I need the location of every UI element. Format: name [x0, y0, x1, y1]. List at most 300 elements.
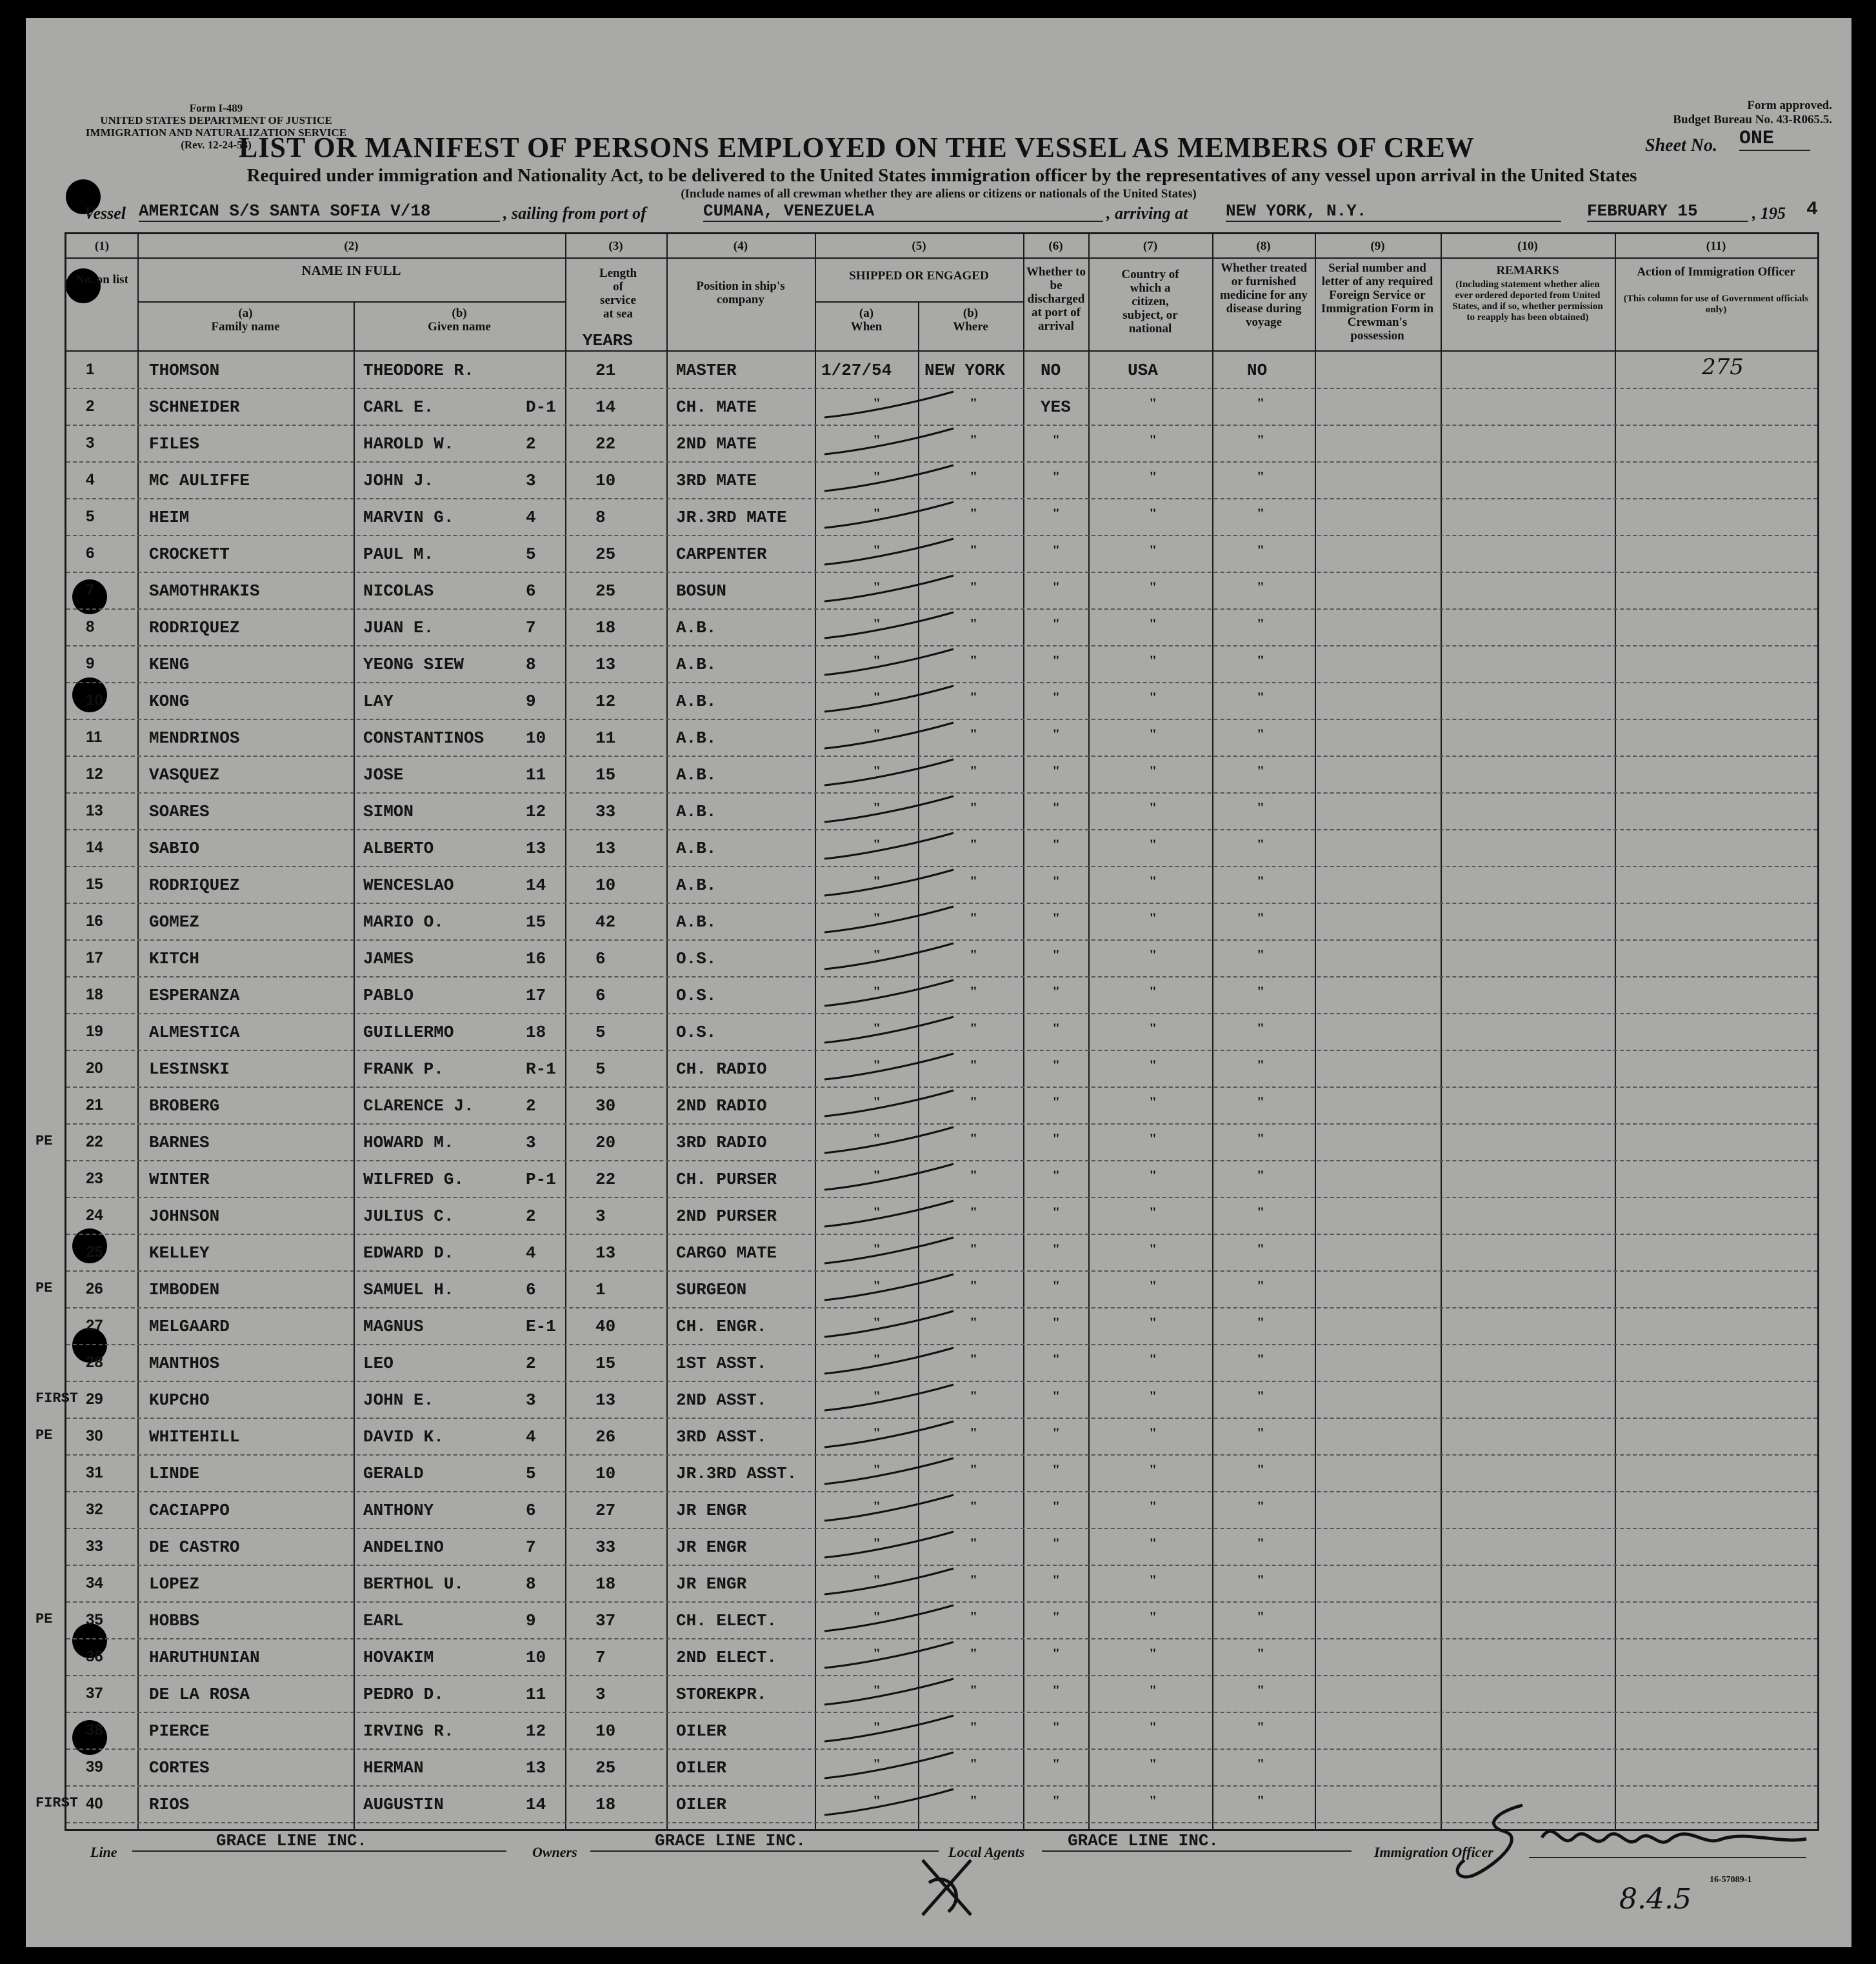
table-row: [66, 977, 1817, 1014]
ditto-when: ": [873, 1020, 881, 1036]
department-code: 13: [526, 839, 546, 858]
ditto-country: ": [1149, 395, 1157, 411]
position: 2ND RADIO: [676, 1096, 767, 1116]
row-number: 33: [86, 1538, 103, 1555]
position: A.B.: [676, 876, 717, 895]
family-name: HARUTHUNIAN: [149, 1648, 260, 1667]
department-code: D-1: [526, 397, 556, 417]
budget-bureau-number: Budget Bureau No. 43-R065.5.: [1673, 113, 1832, 126]
row-number: 32: [86, 1501, 103, 1518]
ditto-country: ": [1149, 1167, 1157, 1183]
family-name: LINDE: [149, 1464, 200, 1483]
department-code: 14: [526, 876, 546, 895]
ditto-treated: ": [1257, 873, 1265, 889]
ditto-discharged: ": [1052, 505, 1061, 521]
ditto-discharged: ": [1052, 652, 1061, 668]
given-name: AUGUSTIN: [363, 1795, 444, 1814]
col-remarks-header: REMARKS: [1496, 264, 1559, 277]
ditto-when: ": [873, 1792, 881, 1809]
ditto-when: ": [873, 763, 881, 779]
years-of-service: 6: [595, 986, 606, 1005]
side-annotation: PE: [35, 1133, 53, 1149]
ditto-treated: ": [1257, 1020, 1265, 1036]
ditto-strike-mark: [818, 756, 966, 795]
years-of-service: 13: [595, 655, 616, 674]
position: OILER: [676, 1721, 727, 1741]
ditto-strike-mark: [818, 903, 966, 942]
row-number: 4: [86, 471, 95, 488]
ditto-when: ": [873, 1094, 881, 1110]
family-name: CACIAPPO: [149, 1501, 230, 1520]
position: CH. ENGR.: [676, 1317, 767, 1336]
row-number: 1: [86, 361, 95, 378]
col-6-number: (6): [1048, 239, 1063, 253]
position: A.B.: [676, 765, 717, 785]
ditto-country: ": [1149, 1792, 1157, 1809]
ditto-where: ": [970, 689, 978, 705]
row-number: 2: [86, 397, 95, 415]
table-row: [66, 1749, 1817, 1787]
given-name: PAUL M.: [363, 545, 434, 564]
ditto-country: ": [1149, 1461, 1157, 1478]
row-number: 34: [86, 1574, 103, 1592]
row-number: 3: [86, 434, 95, 452]
table-row: [66, 1712, 1817, 1750]
arriving-at-label: , arriving at: [1106, 204, 1188, 223]
ditto-strike-mark: [818, 1528, 966, 1567]
position: JR.3RD ASST.: [676, 1464, 797, 1483]
given-name: ANTHONY: [363, 1501, 434, 1520]
years-of-service: 21: [595, 361, 616, 380]
years-of-service: 11: [595, 728, 616, 748]
ditto-when: ": [873, 1167, 881, 1183]
ditto-country: ": [1149, 1278, 1157, 1294]
ditto-where: ": [970, 1535, 978, 1551]
department-code: 2: [526, 1096, 536, 1116]
ditto-strike-mark: [818, 646, 966, 685]
table-row: [66, 756, 1817, 794]
ditto-where: ": [970, 1094, 978, 1110]
years-of-service: 15: [595, 1354, 616, 1373]
years-of-service: 12: [595, 692, 616, 711]
ditto-discharged: ": [1052, 1204, 1061, 1220]
ditto-discharged: ": [1052, 1351, 1061, 1367]
row-number: 35: [86, 1611, 103, 1628]
ditto-discharged: ": [1052, 1130, 1061, 1147]
sheet-number-label: Sheet No.: [1645, 135, 1717, 155]
immigration-officer-signature: [1445, 1799, 1832, 1896]
ditto-where: ": [970, 1756, 978, 1772]
family-name: KONG: [149, 692, 190, 711]
ditto-country: ": [1149, 1204, 1157, 1220]
year-prefix: , 195: [1752, 204, 1786, 223]
family-name: ESPERANZA: [149, 986, 240, 1005]
col-3-number: (3): [608, 239, 623, 253]
ditto-country: ": [1149, 505, 1157, 521]
ditto-country: ": [1149, 1351, 1157, 1367]
ditto-when: ": [873, 1204, 881, 1220]
col-length-service-header: Length of service at sea: [599, 266, 637, 321]
ditto-when: ": [873, 1057, 881, 1073]
department-code: 15: [526, 912, 546, 932]
ditto-when: ": [873, 468, 881, 485]
department-code: 4: [526, 1243, 536, 1263]
ditto-treated: ": [1257, 1130, 1265, 1147]
family-name: MC AULIFFE: [149, 471, 250, 490]
col-9-number: (9): [1370, 239, 1385, 253]
given-name: LAY: [363, 692, 394, 711]
given-name: JOSE: [363, 765, 404, 785]
ditto-where: ": [970, 1020, 978, 1036]
given-name: YEONG SIEW: [363, 655, 464, 674]
department-code: 10: [526, 728, 546, 748]
table-row: [66, 940, 1817, 977]
ditto-country: ": [1149, 542, 1157, 558]
given-name: FRANK P.: [363, 1059, 444, 1079]
line-label: Line: [90, 1844, 117, 1860]
row-number: 25: [86, 1243, 103, 1261]
treated-value: NO: [1247, 361, 1268, 380]
position: A.B.: [676, 728, 717, 748]
family-name: SAMOTHRAKIS: [149, 581, 260, 601]
ditto-where: ": [970, 395, 978, 411]
given-name: GERALD: [363, 1464, 424, 1483]
shipped-where: NEW YORK: [924, 361, 1005, 380]
col-family-name-header: (a) Family name: [211, 306, 280, 334]
ditto-where: ": [970, 1388, 978, 1404]
position: 2ND PURSER: [676, 1207, 777, 1226]
family-name: SOARES: [149, 802, 210, 821]
given-name: THEODORE R.: [363, 361, 474, 380]
position: CH. PURSER: [676, 1170, 777, 1189]
col-10-number: (10): [1517, 239, 1538, 253]
ditto-discharged: ": [1052, 1425, 1061, 1441]
ditto-treated: ": [1257, 947, 1265, 963]
crew-rows: [35, 352, 1817, 1829]
department-code: 11: [526, 765, 546, 785]
years-of-service: 13: [595, 1390, 616, 1410]
position: JR.3RD MATE: [676, 508, 787, 527]
ditto-treated: ": [1257, 1388, 1265, 1404]
table-row: [66, 1639, 1817, 1676]
ditto-strike-mark: [818, 1565, 966, 1604]
row-number: 20: [86, 1059, 103, 1077]
ditto-where: ": [970, 1130, 978, 1147]
row-number: 23: [86, 1170, 103, 1187]
department-name: UNITED STATES DEPARTMENT OF JUSTICE: [100, 114, 332, 126]
ditto-strike-mark: [818, 719, 966, 758]
family-name: MELGAARD: [149, 1317, 230, 1336]
row-number: 10: [86, 692, 103, 709]
ditto-treated: ": [1257, 1425, 1265, 1441]
ditto-discharged: ": [1052, 1057, 1061, 1073]
family-name: LESINSKI: [149, 1059, 230, 1079]
department-code: 4: [526, 1427, 536, 1447]
ditto-strike-mark: [818, 1014, 966, 1052]
given-name: ALBERTO: [363, 839, 434, 858]
ditto-treated: ": [1257, 1204, 1265, 1220]
ditto-treated: ": [1257, 1498, 1265, 1514]
col-1-number: (1): [94, 239, 110, 253]
given-name: BERTHOL U.: [363, 1574, 464, 1594]
row-number: 22: [86, 1133, 103, 1150]
table-row: [66, 536, 1817, 573]
department-code: 2: [526, 434, 536, 454]
family-name: VASQUEZ: [149, 765, 220, 785]
ditto-when: ": [873, 799, 881, 816]
ditto-country: ": [1149, 983, 1157, 999]
ditto-where: ": [970, 1204, 978, 1220]
row-number: 6: [86, 545, 95, 562]
discharged-value: YES: [1041, 397, 1071, 417]
position: 2ND ELECT.: [676, 1648, 777, 1667]
years-of-service: 5: [595, 1023, 606, 1042]
position: A.B.: [676, 618, 717, 637]
department-code: 5: [526, 545, 536, 564]
ditto-discharged: ": [1052, 1461, 1061, 1478]
ditto-where: ": [970, 763, 978, 779]
col-given-name-header: (b) Given name: [428, 306, 491, 334]
col-serial-number-header: Serial number and letter of any required Foreign Service or Immigration Form in Crewman's possession: [1321, 261, 1434, 343]
ditto-treated: ": [1257, 616, 1265, 632]
given-name: JOHN E.: [363, 1390, 434, 1410]
years-unit: YEARS: [583, 331, 634, 350]
department-code: 8: [526, 1574, 536, 1594]
legal-requirement: Required under immigration and Nationality Act, to be delivered to the United States immigration officer by the representatives of any vessel upon arrival in the United States: [246, 165, 1637, 186]
ditto-when: ": [873, 1756, 881, 1772]
ditto-treated: ": [1257, 763, 1265, 779]
ditto-treated: ": [1257, 1461, 1265, 1478]
vessel-info-row: [65, 201, 1845, 227]
years-of-service: 15: [595, 765, 616, 785]
ditto-where: ": [970, 616, 978, 632]
side-annotation: PE: [35, 1611, 53, 1627]
ditto-country: ": [1149, 1388, 1157, 1404]
years-of-service: 25: [595, 545, 616, 564]
department-code: R-1: [526, 1059, 556, 1079]
side-annotation: PE: [35, 1427, 53, 1443]
col-position-header: Position in ship's company: [696, 279, 785, 306]
position: 3RD MATE: [676, 471, 757, 490]
ditto-when: ": [873, 542, 881, 558]
ditto-discharged: ": [1052, 836, 1061, 852]
ditto-discharged: ": [1052, 432, 1061, 448]
ditto-treated: ": [1257, 1535, 1265, 1551]
ditto-where: ": [970, 1719, 978, 1735]
row-number: 19: [86, 1023, 103, 1040]
department-code: 6: [526, 581, 536, 601]
family-name: BARNES: [149, 1133, 210, 1152]
ditto-country: ": [1149, 579, 1157, 595]
ditto-where: ": [970, 1057, 978, 1073]
row-number: 21: [86, 1096, 103, 1114]
position: O.S.: [676, 949, 717, 968]
table-row: [66, 1197, 1817, 1235]
ditto-when: ": [873, 1498, 881, 1514]
department-code: 2: [526, 1207, 536, 1226]
given-name: MAGNUS: [363, 1317, 424, 1336]
family-name: MENDRINOS: [149, 728, 240, 748]
ditto-treated: ": [1257, 1756, 1265, 1772]
ditto-country: ": [1149, 1608, 1157, 1625]
form-number: Form I-489: [189, 102, 243, 114]
ditto-strike-mark: [818, 499, 966, 537]
crew-table: [35, 232, 1819, 1831]
ditto-where: ": [970, 468, 978, 485]
years-of-service: 40: [595, 1317, 616, 1336]
given-name: SAMUEL H.: [363, 1280, 454, 1299]
given-name: JAMES: [363, 949, 414, 968]
position: O.S.: [676, 986, 717, 1005]
given-name: GUILLERMO: [363, 1023, 454, 1042]
ditto-discharged: ": [1052, 1388, 1061, 1404]
ditto-discharged: ": [1052, 1278, 1061, 1294]
ditto-treated: ": [1257, 689, 1265, 705]
ditto-when: ": [873, 1278, 881, 1294]
ditto-when: ": [873, 1351, 881, 1367]
ditto-strike-mark: [818, 867, 966, 905]
position: 1ST ASST.: [676, 1354, 767, 1373]
table-row: [66, 572, 1817, 610]
ditto-country: ": [1149, 910, 1157, 926]
family-name: KITCH: [149, 949, 200, 968]
position: STOREKPR.: [676, 1685, 767, 1704]
ditto-treated: ": [1257, 395, 1265, 411]
ditto-when: ": [873, 873, 881, 889]
handwritten-number: 8.4.5: [1619, 1883, 1691, 1916]
ditto-country: ": [1149, 1241, 1157, 1257]
family-name: RODRIQUEZ: [149, 618, 240, 637]
position: OILER: [676, 1758, 727, 1778]
family-name: SCHNEIDER: [149, 397, 240, 417]
ditto-when: ": [873, 1645, 881, 1661]
row-number: 26: [86, 1280, 103, 1298]
table-row: [66, 1528, 1817, 1566]
ditto-where: ": [970, 1608, 978, 1625]
ditto-discharged: ": [1052, 1167, 1061, 1183]
ditto-treated: ": [1257, 836, 1265, 852]
row-number: 30: [86, 1427, 103, 1445]
table-row: [35, 1602, 1817, 1639]
ditto-discharged: ": [1052, 726, 1061, 742]
table-row: [66, 1455, 1817, 1492]
ditto-discharged: ": [1052, 1241, 1061, 1257]
ditto-strike-mark: [818, 1639, 966, 1678]
ditto-where: ": [970, 1461, 978, 1478]
side-annotation: FIRST: [35, 1390, 79, 1407]
ditto-strike-mark: [818, 425, 966, 464]
ditto-country: ": [1149, 1425, 1157, 1441]
given-name: CLARENCE J.: [363, 1096, 474, 1116]
table-row: [35, 1381, 1817, 1419]
discharged-value: NO: [1041, 361, 1061, 380]
row-number: 39: [86, 1758, 103, 1776]
ditto-strike-mark: [818, 1602, 966, 1641]
ditto-where: ": [970, 1645, 978, 1661]
col-7-number: (7): [1143, 239, 1158, 253]
ditto-country: ": [1149, 1535, 1157, 1551]
position: A.B.: [676, 912, 717, 932]
years-of-service: 14: [595, 397, 616, 417]
given-name: HERMAN: [363, 1758, 424, 1778]
table-row: [35, 1124, 1817, 1161]
ditto-strike-mark: [818, 1381, 966, 1420]
ditto-discharged: ": [1052, 1756, 1061, 1772]
col-2-number: (2): [344, 239, 359, 253]
years-of-service: 10: [595, 1721, 616, 1741]
row-number: 27: [86, 1317, 103, 1334]
ditto-discharged: ": [1052, 763, 1061, 779]
family-name: PIERCE: [149, 1721, 210, 1741]
ditto-treated: ": [1257, 1792, 1265, 1809]
row-number: 24: [86, 1207, 103, 1224]
local-agents-value: GRACE LINE INC.: [1042, 1831, 1352, 1852]
ditto-strike-mark: [818, 1492, 966, 1530]
ditto-when: ": [873, 616, 881, 632]
ditto-when: ": [873, 579, 881, 595]
department-code: 16: [526, 949, 546, 968]
ditto-when: ": [873, 432, 881, 448]
ditto-when: ": [873, 652, 881, 668]
ditto-treated: ": [1257, 1351, 1265, 1367]
family-name: RIOS: [149, 1795, 190, 1814]
table-row: [66, 462, 1817, 499]
ditto-treated: ": [1257, 1094, 1265, 1110]
given-name: JULIUS C.: [363, 1207, 454, 1226]
ditto-treated: ": [1257, 1608, 1265, 1625]
given-name: CARL E.: [363, 397, 434, 417]
years-of-service: 27: [595, 1501, 616, 1520]
arrival-port: NEW YORK, N.Y.: [1226, 201, 1561, 222]
position: JR ENGR: [676, 1538, 747, 1557]
given-name: LEO: [363, 1354, 394, 1373]
ditto-country: ": [1149, 1719, 1157, 1735]
ditto-when: ": [873, 983, 881, 999]
family-name: KENG: [149, 655, 190, 674]
ditto-treated: ": [1257, 432, 1265, 448]
department-code: 12: [526, 802, 546, 821]
ditto-country: ": [1149, 763, 1157, 779]
ditto-country: ": [1149, 726, 1157, 742]
row-number: 18: [86, 986, 103, 1003]
form-approved-text: Form approved.: [1747, 99, 1832, 112]
years-of-service: 10: [595, 876, 616, 895]
years-of-service: 3: [595, 1685, 606, 1704]
department-code: 6: [526, 1501, 536, 1520]
ditto-country: ": [1149, 1020, 1157, 1036]
ditto-discharged: ": [1052, 799, 1061, 816]
row-number: 11: [86, 728, 103, 746]
table-row: [66, 1565, 1817, 1603]
row-number: 29: [86, 1390, 103, 1408]
ditto-discharged: ": [1052, 616, 1061, 632]
ditto-strike-mark: [818, 683, 966, 721]
department-code: 9: [526, 1611, 536, 1630]
ditto-where: ": [970, 836, 978, 852]
years-of-service: 20: [595, 1133, 616, 1152]
given-name: EDWARD D.: [363, 1243, 454, 1263]
family-name: CROCKETT: [149, 545, 230, 564]
ditto-discharged: ": [1052, 1792, 1061, 1809]
years-of-service: 26: [595, 1427, 616, 1447]
ditto-strike-mark: [818, 462, 966, 501]
ditto-where: ": [970, 542, 978, 558]
family-name: WHITEHILL: [149, 1427, 240, 1447]
table-row: [66, 352, 1817, 389]
col-number-on-list-header: No. on list: [75, 273, 128, 286]
table-row: [66, 1676, 1817, 1713]
ditto-country: ": [1149, 1645, 1157, 1661]
